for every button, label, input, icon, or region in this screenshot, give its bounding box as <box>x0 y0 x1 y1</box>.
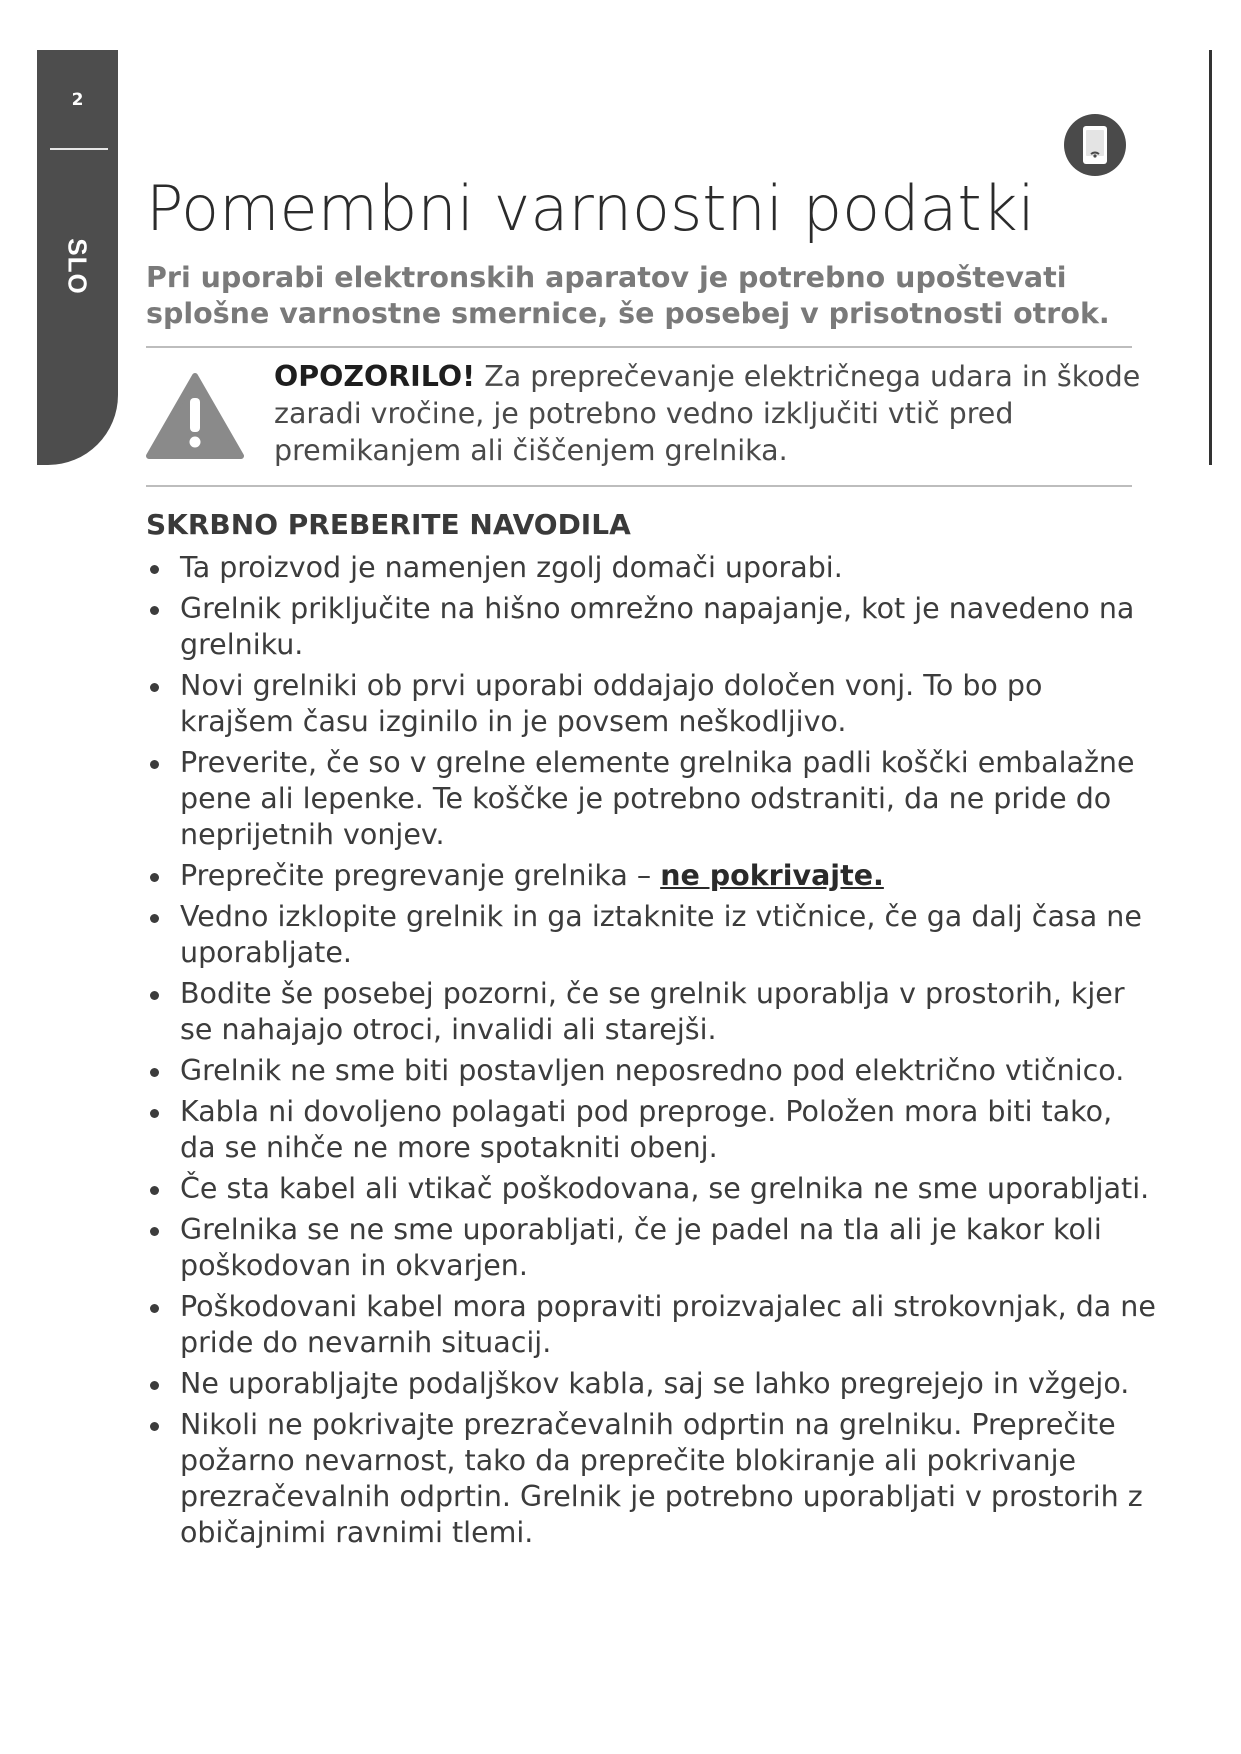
list-item: Če sta kabel ali vtikač poškodovana, se grelnika ne sme uporabljati. <box>146 1171 1156 1207</box>
language-label: SLO <box>62 238 93 295</box>
page-number: 2 <box>71 90 84 110</box>
page-title: Pomembni varnostni podatki <box>146 172 1035 245</box>
list-item: Ne uporabljajte podaljškov kabla, saj se lahko pregrejejo in vžgejo. <box>146 1366 1156 1402</box>
list-item: Grelnika se ne sme uporabljati, če je padel na tla ali je kakor koli poškodovan in okvarjen. <box>146 1212 1156 1284</box>
side-tab-divider <box>50 148 108 150</box>
list-item: Preverite, če so v grelne elemente grelnika padli koščki embalažne pene ali lepenke. Te koščke je potrebno odstraniti, da ne pride do neprijetnih vonjev. <box>146 745 1156 853</box>
divider-bottom <box>146 485 1132 487</box>
list-item: Poškodovani kabel mora popraviti proizvajalec ali strokovnjak, da ne pride do nevarnih situacij. <box>146 1289 1156 1361</box>
phone-icon <box>1062 112 1128 178</box>
list-item: Bodite še posebej pozorni, če se grelnik uporablja v prostorih, kjer se nahajajo otroci, invalidi ali starejši. <box>146 976 1156 1048</box>
page-subtitle: Pri uporabi elektronskih aparatov je potrebno upoštevati splošne varnostne smernice, še posebej v prisotnosti otrok. <box>146 261 1110 330</box>
right-margin-rule <box>1209 50 1212 465</box>
list-item: Nikoli ne pokrivajte prezračevalnih odprtin na grelniku. Preprečite požarno nevarnost, tako da preprečite blokiranje ali pokrivanje prezračevalnih odprtin. Grelnik je potrebno uporabljati v prostorih z običajnimi ravnimi tlemi. <box>146 1407 1156 1551</box>
list-item: Grelnik priključite na hišno omrežno napajanje, kot je navedeno na grelniku. <box>146 591 1156 663</box>
language-side-tab <box>37 50 118 465</box>
safety-instructions-list <box>146 550 1156 1556</box>
warning-body: Za preprečevanje električnega udara in škode zaradi vročine, je potrebno vedno izključiti vtič pred premikanjem ali čiščenjem grelnika. <box>274 360 1141 467</box>
divider-top <box>146 346 1132 348</box>
section-heading: SKRBNO PREBERITE NAVODILA <box>146 508 631 541</box>
list-item: Kabla ni dovoljeno polagati pod preproge. Položen mora biti tako, da se nihče ne more spotakniti obenj. <box>146 1094 1156 1166</box>
warning-text <box>274 358 1154 469</box>
list-item: Ta proizvod je namenjen zgolj domači uporabi. <box>146 550 1156 586</box>
overheat-text: Preprečite pregrevanje grelnika – <box>180 859 661 892</box>
warning-label: OPOZORILO! <box>274 360 476 393</box>
list-item: Novi grelniki ob prvi uporabi oddajajo določen vonj. To bo po krajšem času izginilo in je povsem neškodljivo. <box>146 668 1156 740</box>
overheat-emphasis: ne pokrivajte. <box>660 859 884 892</box>
warning-triangle-icon <box>146 372 244 460</box>
list-item: Grelnik ne sme biti postavljen neposredno pod električno vtičnico. <box>146 1053 1156 1089</box>
list-item-overheat <box>146 858 1156 894</box>
list-item: Vedno izklopite grelnik in ga iztaknite iz vtičnice, če ga dalj časa ne uporabljate. <box>146 899 1156 971</box>
